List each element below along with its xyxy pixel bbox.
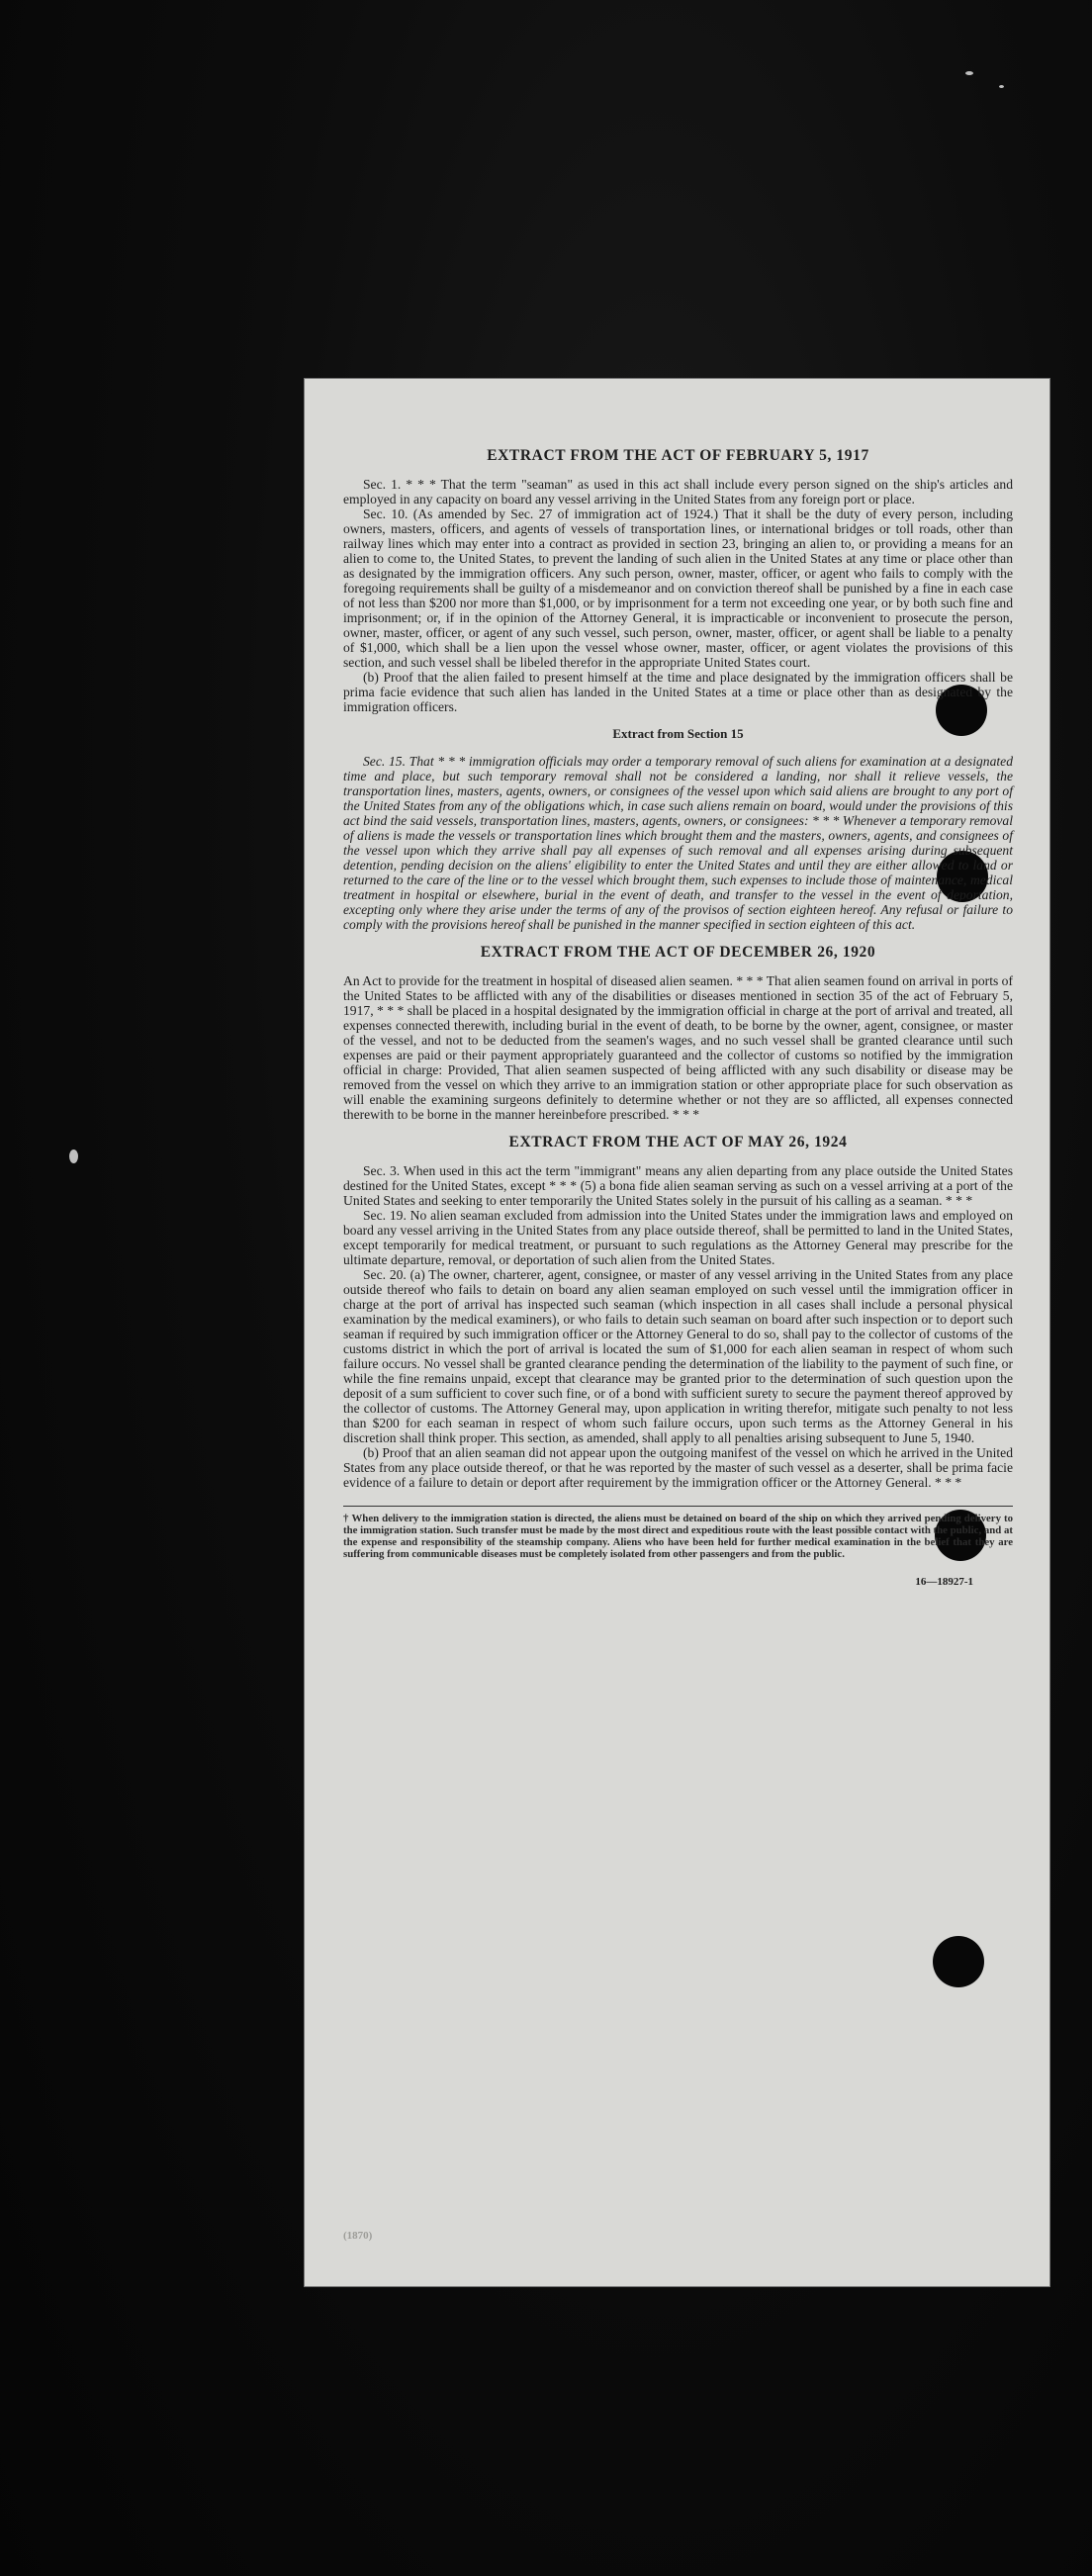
heading-act-1920: EXTRACT FROM THE ACT OF DECEMBER 26, 1920 [480,944,876,961]
heading-act-1924: EXTRACT FROM THE ACT OF MAY 26, 1924 [508,1134,848,1150]
paragraph-1917-sec10: Sec. 10. (As amended by Sec. 27 of immigration act of 1924.) That it shall be the duty of every person, including owners, masters, officers, and agents of vessels of transportation lines, or international bridges or toll roads, other than railway lines which may enter into a contract as provided in section 23, bringing an alien to, or providing a means for an alien to come to, the United States, to prevent the landing of such alien in the United States at any time or place other than as designated by the immigration officers. Any such person, owner, master, officer, or agent who fails to comply with the foregoing requirements shall be guilty of a misdemeanor and on conviction thereof shall be punished by a fine in each case of not less than $200 nor more than $1,000, or by imprisonment for a term not exceeding one year, or by both such fine and imprisonment; or, if in the opinion of the Attorney General, it is impracticable or inconvenient to prosecute the person, owner, master, officer, or agent of any such vessel, such person, owner, master, officer, or agent shall be liable to a penalty of $1,000, which shall be a lien upon the vessel whose owner, master, officer, or agent violates the provisions of this section, and such vessel shall be libeled therefor in the appropriate United States court. [343,506,1013,670]
faint-show-through-mark: (1870) [343,2230,373,2242]
paragraph-1924-sec20a: Sec. 20. (a) The owner, charterer, agent, consignee, or master of any vessel arriving in the United States from any place outside thereof who fails to detain on board any alien seaman employed on such vessel until the immigration officer in charge at the port of arrival has inspected such seaman (which inspection in all cases shall include a personal physical examination by the medical examiners), or who fails to detain such seaman on board after such inspection or to deport such seaman if required by such immigration officer or the Attorney General to do so, shall pay to the collector of customs of the customs district in which the port of arrival is located the sum of $1,000 for each alien seaman in respect of whom such failure occurs. No vessel shall be granted clearance pending the determination of the liability to the payment of such fine, or while the fine remains unpaid, except that clearance may be granted prior to the determination of such question upon the deposit of a sum sufficient to cover such fine, or of a bond with sufficient surety to secure the payment thereof approved by the collector of customs. The Attorney General may, upon application in writing therefor, mitigate such penalty to not less than $200 for each seaman in respect of whom such failure occurs, upon such terms as the Attorney General in his discretion shall think proper. This section, as amended, shall apply to all penalties arising subsequent to June 5, 1940. [343,1267,1013,1445]
paragraph-1917-sec10b: (b) Proof that the alien failed to present himself at the time and place designated by the immigration officers shall be prima facie evidence that such alien has landed in the United States at a time or place other than as designated by the immigration officers. [343,670,1013,714]
punch-hole [933,1936,984,1987]
footnote: † When delivery to the immigration station is directed, the aliens must be detained on board of the ship on which they arrived pending delivery to the immigration station. Such transfer must be made by the most direct and expeditious route with the least possible contact with the public, and at the expense and responsibility of the steamship company. Aliens who have been held for further medical examination in the belief that they are suffering from communicable diseases must be completely isolated from other passengers and from the public. [343,1513,1013,1560]
paragraph-1924-sec20b: (b) Proof that an alien seaman did not appear upon the outgoing manifest of the vessel on which he arrived in the United States from any place outside thereof, or that he was reported by the master of such vessel as a deserter, shall be prima facie evidence of a failure to detain or deport after requirement by the immigration officer or the Attorney General. * * * [343,1445,1013,1490]
film-speck [999,85,1004,88]
paragraph-1920: An Act to provide for the treatment in hospital of diseased alien seamen. * * * That alien seamen found on arrival in ports of the United States to be afflicted with any of the disabilities or diseases mentioned in section 35 of the act of February 5, 1917, * * * shall be placed in a hospital designated by the immigration official in charge at the port of arrival and treated, all expenses connected therewith, including burial in the event of death, to be borne by the owner, agent, consignee, or master of the vessel, and not to be deducted from the seamen's wages, and no such vessel shall be granted clearance until such expenses are paid or their payment appropriately guaranteed and the collector of customs so notified by the immigration official in charge: Provided, That alien seamen suspected of being afflicted with any such disability or disease may be removed from the vessel on which they arrive to an immigration station or other appropriate place for such observation as will enable the examining surgeons definitely to determine whether or not they are so afflicted, all expenses connected therewith to be borne in the manner hereinbefore prescribed. * * * [343,973,1013,1122]
heading-section-15: Extract from Section 15 [612,726,744,741]
paragraph-1917-sec1: Sec. 1. * * * That the term "seaman" as used in this act shall include every person signed on the ship's articles and employed in any capacity on board any vessel arriving in the United States from any foreign port or place. [343,477,1013,506]
film-speck [965,71,973,75]
film-speck [69,1150,78,1163]
document-text [343,447,1013,1588]
heading-act-1917: EXTRACT FROM THE ACT OF FEBRUARY 5, 1917 [487,447,869,464]
footnote-divider [343,1506,1013,1507]
paragraph-1924-sec19: Sec. 19. No alien seaman excluded from admission into the United States under the immigration laws and employed on board any vessel arriving in the United States from any place outside thereof, shall be permitted to land in the United States, except temporarily for medical treatment, or pursuant to such regulations as the Attorney General may prescribe for the ultimate departure, removal, or deportation of such alien from the United States. [343,1208,1013,1267]
form-number: 16—18927-1 [915,1576,973,1588]
paragraph-1924-sec3: Sec. 3. When used in this act the term "immigrant" means any alien departing from any place outside the United States destined for the United States, except * * * (5) a bona fide alien seaman serving as such on a vessel arriving at a port of the United States and seeking to enter temporarily the United States solely in the pursuit of his calling as a seaman. * * * [343,1163,1013,1208]
paragraph-sec15: Sec. 15. That * * * immigration officials may order a temporary removal of such aliens for examination at a designated time and place, but such temporary removal shall not be considered a landing, nor shall it relieve vessels, the transportation lines, masters, agents, owners, or consignees of the vessel upon which said aliens are brought to any port of the United States from any of the obligations which, in case such aliens remain on board, would under the provisions of this act bind the said vessels, transportation lines, masters, agents, owners, or consignees: * * * Whenever a temporary removal of aliens is made the vessels or transportation lines which brought them and the masters, owners, agents, and consignees of the vessel upon which they arrive shall pay all expenses of such removal and all expenses arising during subsequent detention, pending decision on the aliens' eligibility to enter the United States and until they are either allowed to land or returned to the care of the line or to the vessel which brought them, such expenses to include those of maintenance, medical treatment in hospital or elsewhere, burial in the event of death, and transfer to the vessel in the event of deportation, excepting only where they arise under the terms of any of the provisos of section eighteen hereof. Any refusal or failure to comply with the provisions hereof shall be punished in the manner specified in section eighteen of this act. [343,754,1013,932]
document-page [304,378,1050,2287]
